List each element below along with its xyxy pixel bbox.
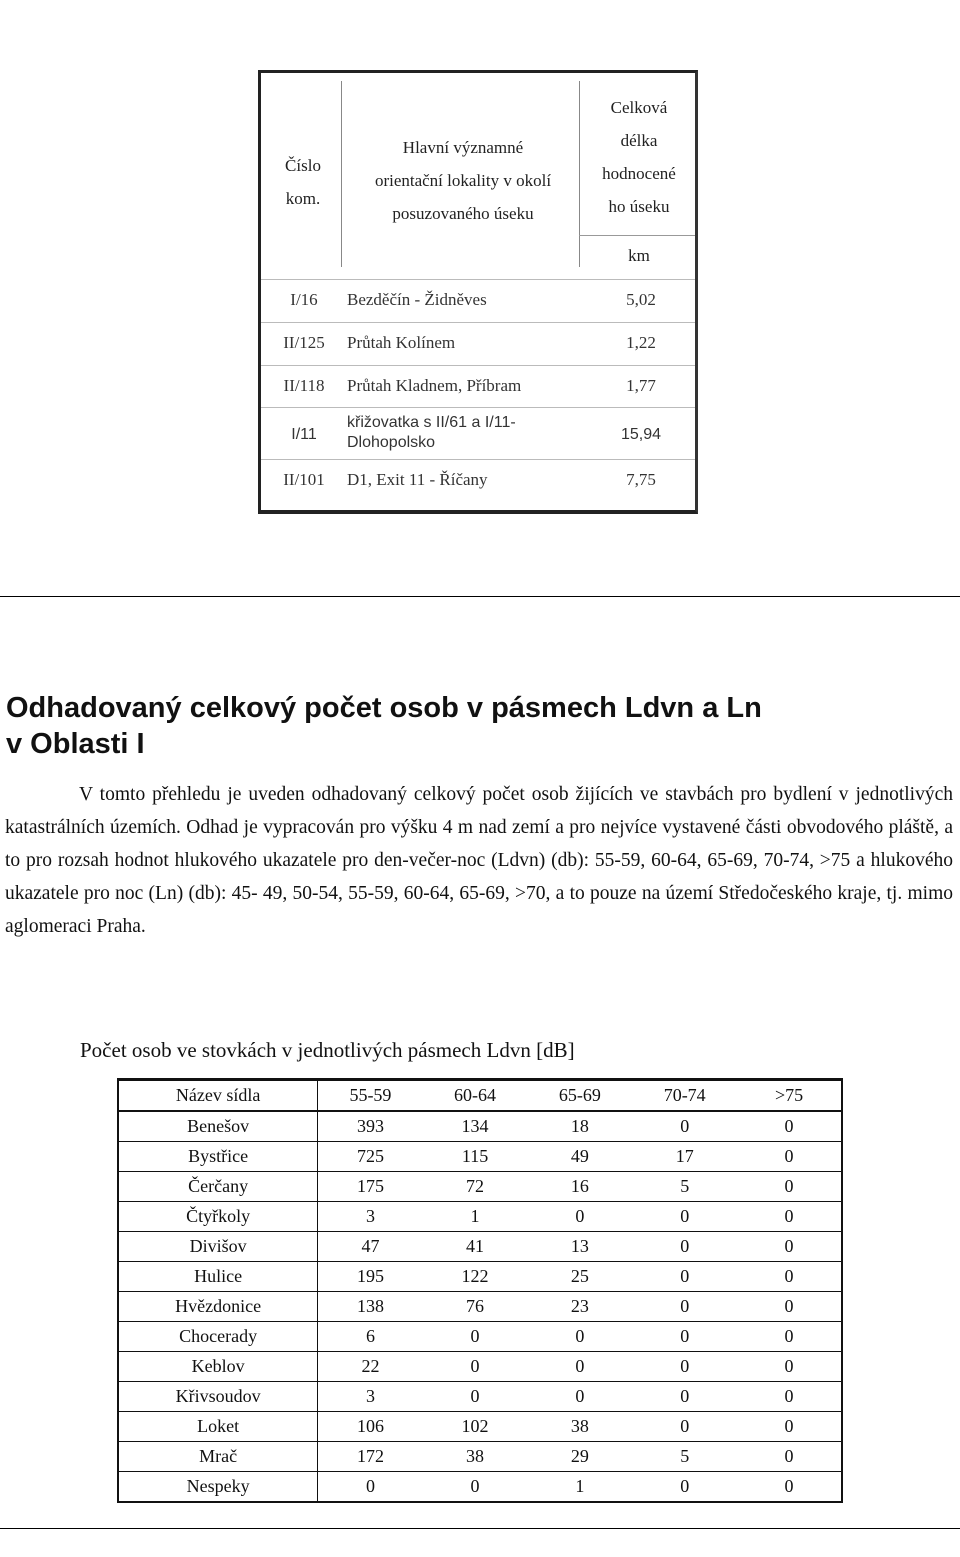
grid-line	[579, 235, 695, 236]
value-65-69: 13	[527, 1232, 632, 1262]
grid-line	[261, 407, 695, 408]
value-60-64: 115	[423, 1142, 528, 1172]
value-60-64: 72	[423, 1172, 528, 1202]
value-70-74: 5	[632, 1442, 737, 1472]
population-noise-table	[117, 1078, 843, 1503]
value-over-75: 0	[737, 1412, 842, 1442]
value-65-69: 0	[527, 1352, 632, 1382]
header-lokality	[345, 131, 581, 230]
page-bottom-rule	[0, 1528, 960, 1529]
value-70-74: 0	[632, 1111, 737, 1142]
value-70-74: 0	[632, 1322, 737, 1352]
header-delka-line3: hodnocené	[602, 164, 676, 183]
grid-line	[579, 81, 580, 267]
grid-line	[261, 322, 695, 323]
value-55-59: 172	[318, 1442, 423, 1472]
value-over-75: 0	[737, 1352, 842, 1382]
header-delka-line4: ho úseku	[608, 197, 670, 216]
table-title: Počet osob ve stovkách v jednotlivých pásmech Ldvn [dB]	[80, 1038, 575, 1062]
header-kom-line: kom.	[285, 189, 321, 208]
header-cislo-kom	[267, 149, 339, 215]
heading-line2: v Oblasti I	[6, 728, 145, 760]
value-over-75: 0	[737, 1232, 842, 1262]
locality-name-line1: křižovatka s II/61 a I/11-	[347, 414, 516, 431]
value-70-74: 0	[632, 1232, 737, 1262]
value-over-75: 0	[737, 1172, 842, 1202]
value-65-69: 23	[527, 1292, 632, 1322]
value-55-59: 195	[318, 1262, 423, 1292]
table-row	[261, 333, 695, 355]
value-55-59: 3	[318, 1202, 423, 1232]
column-header-65-69: 65-69	[527, 1080, 632, 1112]
table-header-row	[118, 1080, 842, 1112]
header-delka	[583, 91, 695, 223]
locality-name: Bezděčín - Židněves	[347, 290, 487, 309]
table-row	[118, 1412, 842, 1442]
table-row	[261, 290, 695, 312]
road-id: II/101	[283, 470, 325, 489]
settlement-name: Divišov	[118, 1232, 318, 1262]
grid-line	[261, 459, 695, 460]
description-paragraph	[5, 778, 953, 943]
value-over-75: 0	[737, 1202, 842, 1232]
road-id: II/118	[283, 376, 325, 395]
value-over-75: 0	[737, 1472, 842, 1503]
table-row	[118, 1202, 842, 1232]
table-row	[118, 1292, 842, 1322]
header-lokality-line3: posuzovaného úseku	[392, 204, 534, 223]
table-row	[118, 1442, 842, 1472]
grid-line	[261, 365, 695, 366]
settlement-name: Keblov	[118, 1352, 318, 1382]
header-lokality-line1: Hlavní významné	[402, 138, 524, 157]
value-70-74: 0	[632, 1292, 737, 1322]
value-60-64: 0	[423, 1322, 528, 1352]
table-row	[118, 1232, 842, 1262]
value-55-59: 0	[318, 1472, 423, 1503]
paragraph-text: V tomto přehledu je uveden odhadovaný celkový počet osob žijících ve stavbách pro bydlení v jednotlivých katastrálních územích. Odhad je vypracován pro výšku 4 m nad zemí a pro nejvíce vystavené části obvodového pláště, a to pro rozsah hodnot hlukového ukazatele pro den-večer-noc (Ldvn) (db): 55-59, 60-64, 65-69, 70-74, >75 a hlukového ukazatele pro noc (Ln) (db): 45- 49, 50-54, 55-59, 60-64, 65-69, >70, a to pouze na území Středočeského kraje, tj. mimo aglomeraci Praha.	[5, 784, 953, 937]
settlement-name: Mrač	[118, 1442, 318, 1472]
header-lokality-line2: orientační lokality v okolí	[374, 171, 552, 190]
value-over-75: 0	[737, 1322, 842, 1352]
value-55-59: 175	[318, 1172, 423, 1202]
length-km: 15,94	[620, 426, 662, 443]
value-70-74: 5	[632, 1172, 737, 1202]
value-70-74: 0	[632, 1202, 737, 1232]
settlement-name: Loket	[118, 1412, 318, 1442]
value-over-75: 0	[737, 1262, 842, 1292]
value-65-69: 49	[527, 1142, 632, 1172]
length-km: 1,77	[626, 376, 656, 395]
table-row	[118, 1322, 842, 1352]
value-55-59: 3	[318, 1382, 423, 1412]
value-60-64: 1	[423, 1202, 528, 1232]
table-row	[118, 1382, 842, 1412]
table-body	[118, 1111, 842, 1502]
value-70-74: 0	[632, 1352, 737, 1382]
locality-name: D1, Exit 11 - Říčany	[347, 470, 488, 489]
column-header-nazev: Název sídla	[118, 1080, 318, 1112]
value-55-59: 138	[318, 1292, 423, 1322]
length-km: 1,22	[626, 333, 656, 352]
value-70-74: 0	[632, 1472, 737, 1503]
section-heading	[6, 690, 946, 762]
header-delka-line1: Celková	[610, 98, 668, 117]
value-65-69: 1	[527, 1472, 632, 1503]
value-65-69: 0	[527, 1202, 632, 1232]
settlement-name: Chocerady	[118, 1322, 318, 1352]
value-55-59: 22	[318, 1352, 423, 1382]
value-70-74: 0	[632, 1382, 737, 1412]
value-over-75: 0	[737, 1292, 842, 1322]
table-row	[261, 413, 695, 457]
column-header-60-64: 60-64	[423, 1080, 528, 1112]
value-60-64: 38	[423, 1442, 528, 1472]
value-60-64: 41	[423, 1232, 528, 1262]
value-70-74: 0	[632, 1262, 737, 1292]
header-cislo-line: Číslo	[285, 156, 321, 175]
value-60-64: 122	[423, 1262, 528, 1292]
heading-line1: Odhadovaný celkový počet osob v pásmech Ldvn a Ln	[6, 692, 762, 724]
road-id: I/16	[290, 290, 318, 309]
settlement-name: Křivsoudov	[118, 1382, 318, 1412]
value-over-75: 0	[737, 1382, 842, 1412]
value-70-74: 0	[632, 1412, 737, 1442]
settlement-name: Hulice	[118, 1262, 318, 1292]
column-header-over-75: >75	[737, 1080, 842, 1112]
table-row	[118, 1472, 842, 1503]
settlement-name: Čerčany	[118, 1172, 318, 1202]
value-65-69: 38	[527, 1412, 632, 1442]
value-60-64: 0	[423, 1382, 528, 1412]
value-55-59: 6	[318, 1322, 423, 1352]
value-65-69: 29	[527, 1442, 632, 1472]
table-row	[118, 1172, 842, 1202]
value-60-64: 0	[423, 1472, 528, 1503]
length-km: 5,02	[626, 290, 656, 309]
header-delka-line2: délka	[620, 131, 658, 150]
settlement-name: Hvězdonice	[118, 1292, 318, 1322]
value-60-64: 76	[423, 1292, 528, 1322]
length-km: 7,75	[626, 470, 656, 489]
section-divider	[0, 596, 960, 597]
value-over-75: 0	[737, 1111, 842, 1142]
value-70-74: 17	[632, 1142, 737, 1172]
road-sections-table	[258, 70, 698, 514]
column-header-70-74: 70-74	[632, 1080, 737, 1112]
value-65-69: 0	[527, 1322, 632, 1352]
value-55-59: 47	[318, 1232, 423, 1262]
settlement-name: Bystřice	[118, 1142, 318, 1172]
table-row	[261, 376, 695, 398]
settlement-name: Nespeky	[118, 1472, 318, 1503]
value-60-64: 134	[423, 1111, 528, 1142]
road-id: II/125	[283, 333, 325, 352]
value-55-59: 393	[318, 1111, 423, 1142]
table-row	[118, 1111, 842, 1142]
header-unit-km: km	[628, 246, 650, 265]
grid-line	[261, 279, 695, 280]
value-55-59: 725	[318, 1142, 423, 1172]
table-row	[118, 1262, 842, 1292]
table-row	[118, 1142, 842, 1172]
settlement-name: Benešov	[118, 1111, 318, 1142]
grid-line	[341, 81, 342, 267]
value-65-69: 18	[527, 1111, 632, 1142]
table-row	[261, 470, 695, 492]
settlement-name: Čtyřkoly	[118, 1202, 318, 1232]
road-id: I/11	[291, 426, 317, 443]
value-60-64: 0	[423, 1352, 528, 1382]
table-row	[118, 1352, 842, 1382]
column-header-55-59: 55-59	[318, 1080, 423, 1112]
value-65-69: 25	[527, 1262, 632, 1292]
locality-name-line2: Dlohopolsko	[347, 434, 436, 451]
locality-name: Průtah Kolínem	[347, 333, 456, 352]
value-65-69: 16	[527, 1172, 632, 1202]
value-over-75: 0	[737, 1142, 842, 1172]
value-55-59: 106	[318, 1412, 423, 1442]
value-65-69: 0	[527, 1382, 632, 1412]
value-over-75: 0	[737, 1442, 842, 1472]
locality-name: Průtah Kladnem, Příbram	[347, 376, 522, 395]
value-60-64: 102	[423, 1412, 528, 1442]
